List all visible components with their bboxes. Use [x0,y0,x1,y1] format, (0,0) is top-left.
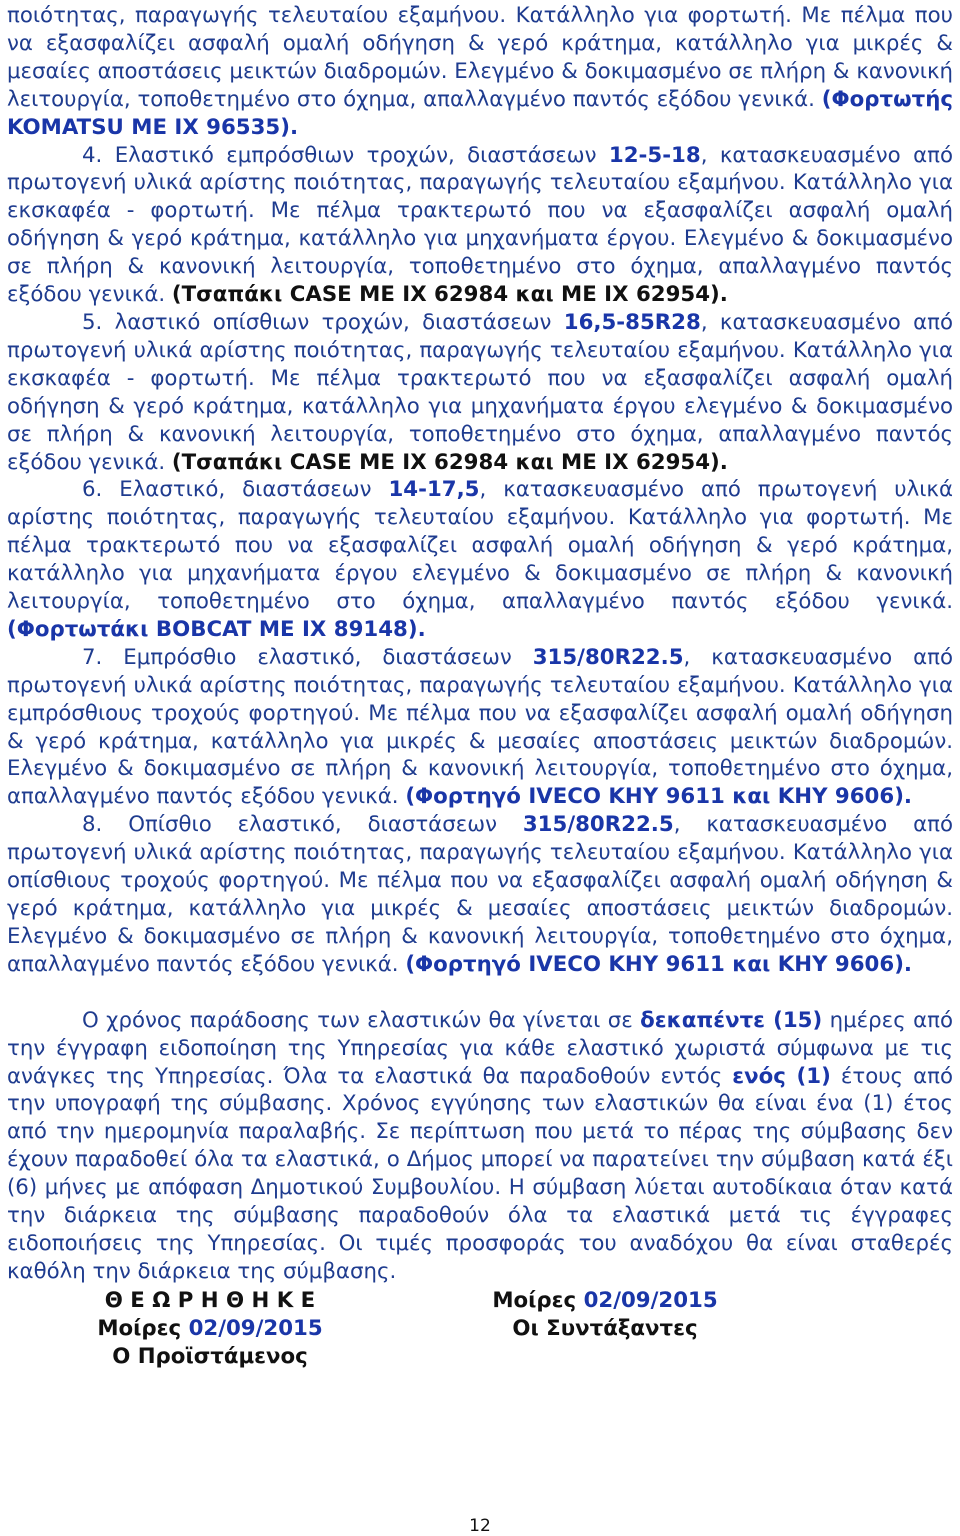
page-number: 12 [469,1516,491,1536]
approval-date: 02/09/2015 [188,1316,323,1341]
authors-date: 02/09/2015 [583,1288,718,1313]
item-7 [7,644,953,811]
authors-signature-block [470,1287,740,1343]
item-text: , κατασκευασμένο από πρωτογενή υλικά αρίστης ποιότητας, παραγωγής τελευταίου εξαμήνου. Κατάλληλο για φορτωτή. Με πέλμα τρακτερωτό που να εξασφαλίζει ασφαλή ομαλή οδήγηση & γερό κράτημα, κατάλληλο για μηχανήματα έργου ελεγμένο & δοκιμασμένο σε πλήρη & κανονική λειτουργία, τοποθετημένο στο όχημα, απαλλαγμένο παντός εξόδου γενικά. [7,477,953,615]
item-text: , κατασκευασμένο από πρωτογενή υλικά αρίστης ποιότητας, παραγωγής τελευταίου εξαμήνου. Κατάλληλο για εκσκαφέα - φορτωτή. Με πέλμα τρακτερωτό που να εξασφαλίζει ασφαλή ομαλή οδήγηση & γερό κράτημα, κατάλληλο για μηχανήματα έργου ελεγμένο & δοκιμασμένο σε πλήρη & κανονική λειτουργία, τοποθετημένο στο όχημα, απαλλαγμένο παντός εξόδου γενικά. [7,309,953,475]
vehicle-reference: (Φορτηγό IVECO KHY 9611 και KHY 9606). [405,784,913,810]
item-3-continuation [7,2,953,142]
item-text: 6. Ελαστικό, διαστάσεων [82,477,389,503]
delivery-days: δεκαπέντε (15) [640,1007,823,1033]
delivery-terms-paragraph [7,1007,953,1286]
item-text: 7. Εμπρόσθιο ελαστικό, διαστάσεων [82,644,533,670]
tire-size: 315/80R22.5 [522,812,674,838]
item-4 [7,142,953,309]
item-text: 8. Οπίσθιο ελαστικό, διαστάσεων [82,812,523,838]
vehicle-reference: (Τσαπάκι CASE ME IX 62984 και ME IX 62954). [171,449,728,475]
approval-heading: Θ Ε Ω Ρ Η Θ Η Κ Ε [104,1288,316,1313]
tire-size: 16,5-85R28 [563,309,701,335]
item-text: , κατασκευασμένο από πρωτογενή υλικά αρίστης ποιότητας, παραγωγής τελευταίου εξαμήνου. Κατάλληλο για εκσκαφέα - φορτωτή. Με πέλμα τρακτερωτό που να εξασφαλίζει ασφαλή ομαλή οδήγηση & γερό κράτημα, κατάλληλο για μηχανήματα έργου. Ελεγμένο & δοκιμασμένο σε πλήρη & κανονική λειτουργία, τοποθετημένο στο όχημα, απαλλαγμένο παντός εξόδου γενικά. [7,142,953,308]
place-label: Μοίρες [492,1288,584,1313]
item-text: ποιότητας, παραγωγής τελευταίου εξαμήνου. Κατάλληλο για φορτωτή. Με πέλμα που να εξασφαλίζει ασφαλή ομαλή οδήγηση & γερό κράτημα, κατάλληλο για μικρές & μεσαίες αποστάσεις μεικτών διαδρομών. Ελεγμένο & δοκιμασμένο σε πλήρη & κανονική λειτουργία, τοποθετημένο στο όχημα, απαλλαγμένο παντός εξόδου γενικά. [7,3,953,112]
delivery-years: ενός (1) [732,1063,831,1089]
delivery-text: έτους από την υπογραφή της σύμβασης. Χρόνος εγγύησης των ελαστικών θα είναι ένα (1) έτος από την ημερομηνία παραλαβής. Σε περίπτωση που μετά το πέρας της σύμβασης δεν έχουν παραδοθεί όλα τα ελαστικά, ο Δήμος μπορεί να παρατείνει την σύμβαση κατά έξι (6) μήνες με απόφαση Δημοτικού Συμβουλίου. Η σύμβαση λύεται αυτοδίκαια όταν κατά την διάρκεια της σύμβασης παραδοθούν όλα τα ελαστικά μετά τις έγγραφες ειδοποιήσεις της Υπηρεσίας. Οι τιμές προσφοράς του αναδόχου θα είναι σταθερές καθόλη την διάρκεια της σύμβασης. [7,1063,953,1284]
item-text: , κατασκευασμένο από πρωτογενή υλικά αρίστης ποιότητας, παραγωγής τελευταίου εξαμήνου. Κατάλληλο για εμπρόσθιους τροχούς φορτηγού. Με πέλμα που να εξασφαλίζει ασφαλή ομαλή οδήγηση & γερό κράτημα, κατάλληλο για μικρές & μεσαίες αποστάσεις μεικτών διαδρομών. Ελεγμένο & δοκιμασμένο σε πλήρη & κανονική λειτουργία, τοποθετημένο στο όχημα, απαλλαγμένο παντός εξόδου γενικά. [7,644,953,810]
vehicle-reference: (Φορτωτής KOMATSU ME IX 96535). [7,86,953,140]
tire-size: 12-5-18 [608,142,701,168]
approver-role: Ο Προϊστάμενος [112,1344,308,1369]
delivery-text: Ο χρόνος παράδοσης των ελαστικών θα γίνεται σε [82,1007,641,1033]
approval-signature-block [80,1287,340,1371]
delivery-text: ημέρες από την έγγραφη ειδοποίηση της Υπηρεσίας για κάθε ελαστικό χωριστά σύμφωνα με τις ανάγκες της Υπηρεσίας. Όλα τα ελαστικά θα παραδοθούν εντός [7,1007,953,1089]
item-5 [7,309,953,476]
document-body [7,2,953,1286]
tire-size: 315/80R22.5 [532,644,684,670]
vehicle-reference: (Φορτηγό IVECO KHY 9611 και KHY 9606). [405,951,913,977]
authors-role: Οι Συντάξαντες [512,1316,698,1341]
item-text: , κατασκευασμένο από πρωτογενή υλικά αρίστης ποιότητας, παραγωγής τελευταίου εξαμήνου. Κατάλληλο για οπίσθιους τροχούς φορτηγού. Με πέλμα που να εξασφαλίζει ασφαλή ομαλή οδήγηση & γερό κράτημα, κατάλληλο για μικρές & μεσαίες αποστάσεις μεικτών διαδρομών. Ελεγμένο & δοκιμασμένο σε πλήρη & κανονική λειτουργία, τοποθετημένο στο όχημα, απαλλαγμένο παντός εξόδου γενικά. [7,812,953,977]
vehicle-reference: (Τσαπάκι CASE ME IX 62984 και ME IX 62954). [171,282,728,308]
item-6 [7,476,953,643]
paragraph-spacer [7,979,953,1007]
item-text: 4. Ελαστικό εμπρόσθιων τροχών, διαστάσεων [82,142,609,168]
place-label: Μοίρες [97,1316,189,1341]
item-8 [7,811,953,978]
tire-size: 14-17,5 [388,477,480,503]
item-text: 5. λαστικό οπίσθιων τροχών, διαστάσεων [82,309,564,335]
authors-place-date [470,1287,740,1315]
approval-place-date [80,1315,340,1343]
vehicle-reference: (Φορτωτάκι BOBCAT ME IX 89148). [7,616,426,642]
